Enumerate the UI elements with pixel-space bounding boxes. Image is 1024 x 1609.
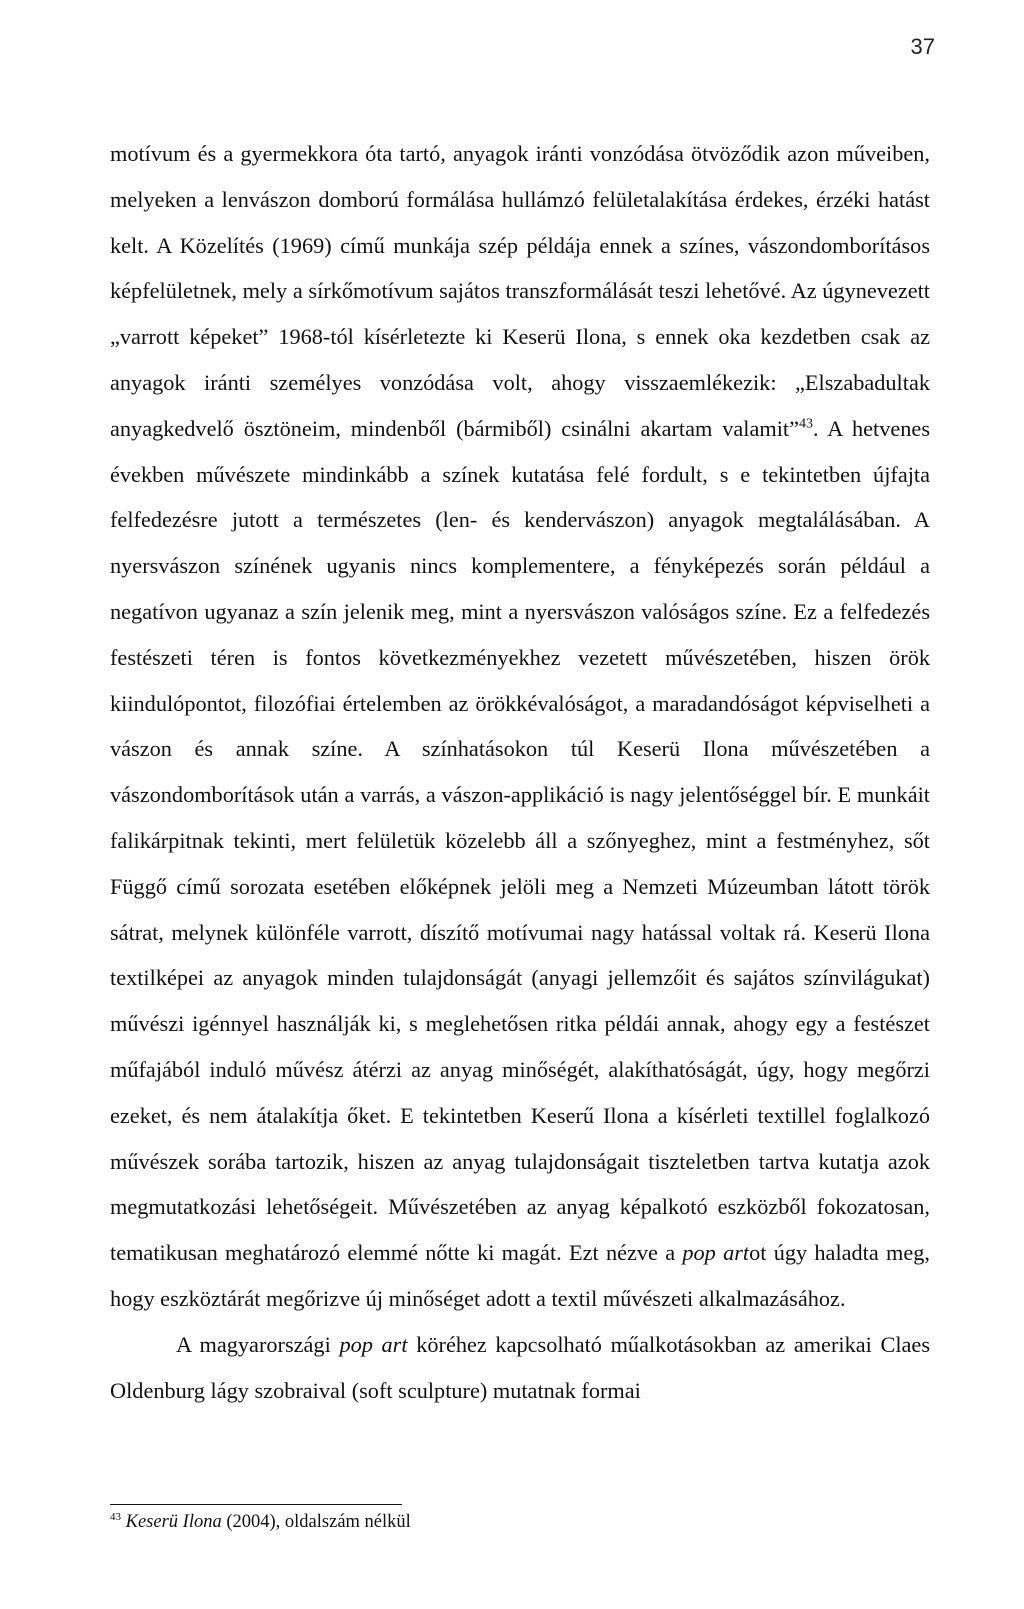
paragraph-1-text-cont: . A hetvenes években művészete mindinkább a színek kutatása felé fordult, s e tekintetben újfajta felfedezésre jutott a természetes (len- és kendervászon) anyagok megtalálásában. A nyersvászon színének ugyanis nincs komplementere, a fényképezés során például a negatívon ugyanaz a szín jelenik meg, mint a nyersvászon valóságos színe. Ez a felfedezés festészeti téren is fontos következményekhez vezetett művészetében, hiszen örök kiindulópontot, filozófiai értelemben az örökkévalóságot, a maradandóságot képviselheti a vászon és annak színe. A színhatásokon túl Keserü Ilona művészetében a vászondomborítások után a varrás, a vászon-applikáció is nagy jelentőséggel bír. E munkáit falikárpitnak tekinti, mert felületük közelebb áll a szőnyeghez, mint a festményhez, sőt Függő című sorozata esetében előképnek jelöli meg a Nemzeti Múzeumban látott török sátrat, melynek különféle varrott, díszítő motívumai nagy hatással voltak rá. Keserü Ilona textilképei az anyagok minden tulajdonságát (anyagi jellemzőit és sajátos színvilágukat) művészi igénnyel használják ki, s meglehetősen ritka példái annak, ahogy egy a festészet műfajából induló művész átérzi az anyag minőségét, alakíthatóságát, úgy, hogy megőrzi ezeket, és nem átalakítja őket. E tekintetben Keserű Ilona a kísérleti textillel foglalkozó művészek sorába tartozik, hiszen az anyag tulajdonságait tiszteletben tartva kutatja azok megmutatkozási lehetőségeit. Művészetében az anyag képalkotó eszközből fokozatosan, tematikusan meghatározó elemmé nőtte ki magát. Ezt nézve a bbox=[110, 415, 930, 1266]
footnote-title: Keserü Ilona bbox=[125, 1512, 222, 1532]
footnote-separator bbox=[110, 1504, 402, 1505]
page-number: 37 bbox=[910, 34, 935, 59]
paragraph-1-text-end: ot úgy haladta meg, hogy eszköztárát megőrizve új minőséget adott a textil művészeti alkalmazásához. bbox=[110, 1240, 930, 1311]
italic-term-pop-art: pop art bbox=[682, 1240, 750, 1266]
paragraph-2-text-cont: köréhez kapcsolható műalkotásokban az amerikai Claes Oldenburg lágy szobraival (soft sculpture) mutatnak formai bbox=[110, 1331, 931, 1403]
footnote-reference: 43 bbox=[799, 416, 813, 432]
paragraph-1 bbox=[110, 131, 930, 1322]
italic-term-pop-art: pop art bbox=[339, 1331, 408, 1357]
paragraph-2 bbox=[110, 1322, 930, 1414]
body-text bbox=[110, 131, 930, 1413]
paragraph-1-text: motívum és a gyermekkora óta tartó, anyagok iránti vonzódása ötvöződik azon műveiben, melyeken a lenvászon domború formálása hullámzó felületalakítása érdekes, érzéki hatást kelt. A Közelítés (1969) című munkája szép példája ennek a színes, vászondomborításos képfelületnek, mely a sírkőmotívum sajátos transzformálását teszi lehetővé. Az úgynevezett „varrott képeket” 1968-tól kísérletezte ki Keserü Ilona, s ennek oka kezdetben csak az anyagok iránti személyes vonzódása volt, ahogy visszaemlékezik: „Elszabadultak anyagkedvelő ösztöneim, mindenből (bármiből) csinálni akartam valamit” bbox=[110, 141, 930, 441]
footnote-number: 43 bbox=[110, 1510, 121, 1523]
footnote bbox=[110, 1510, 930, 1534]
footnote-text: (2004), oldalszám nélkül bbox=[221, 1512, 411, 1532]
paragraph-2-text: A magyarországi bbox=[176, 1331, 340, 1357]
